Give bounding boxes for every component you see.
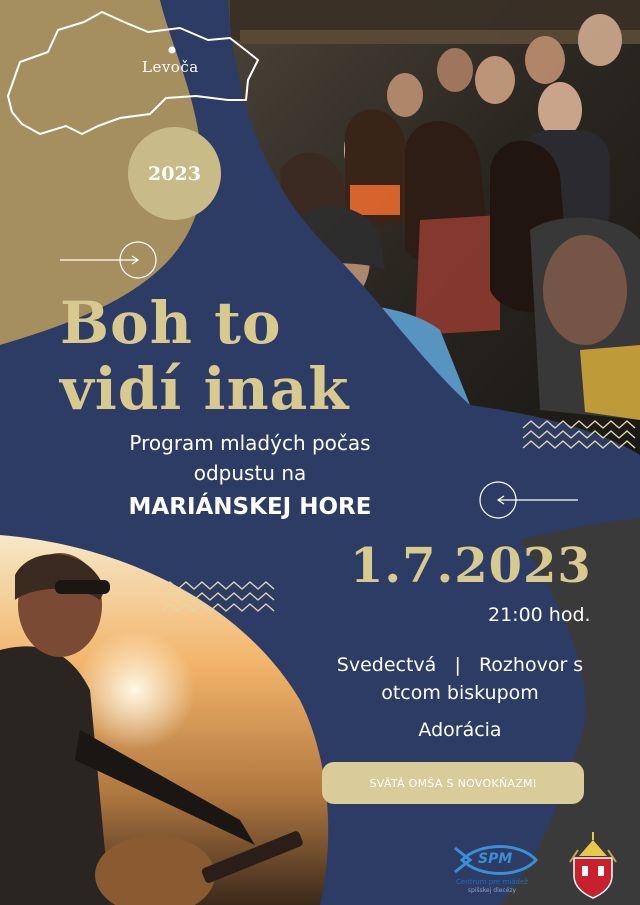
program-item-testimonies: Svedectvá | Rozhovor s [336, 654, 584, 676]
program-item-adoration: Adorácia [418, 719, 502, 741]
city-marker [169, 47, 176, 54]
holy-mass-button[interactable] [322, 762, 584, 804]
logo-caption-sub: spišskej diecézy [467, 887, 517, 894]
title-line-2: vidí inak [60, 355, 350, 423]
program-item-interview: otcom biskupom [381, 682, 539, 704]
subtitle-line-1: Program mladých počas [129, 431, 371, 455]
city-label: Levoča [142, 58, 199, 76]
year-text: 2023 [148, 162, 201, 185]
subtitle-location: MARIÁNSKEJ HORE [128, 494, 372, 520]
subtitle-line-2: odpustu na [193, 461, 307, 485]
spm-logo-text: SPM [478, 851, 513, 867]
event-date: 1.7.2023 [350, 538, 592, 594]
title-line-1: Boh to [60, 289, 282, 357]
event-time: 21:00 hod. [488, 604, 591, 626]
year-badge [128, 127, 221, 220]
logo-caption: Centrum pre mládež [456, 878, 528, 886]
holy-mass-button-label: SVÄTÁ OMŠA S NOVOKŇAZMI [369, 776, 537, 790]
